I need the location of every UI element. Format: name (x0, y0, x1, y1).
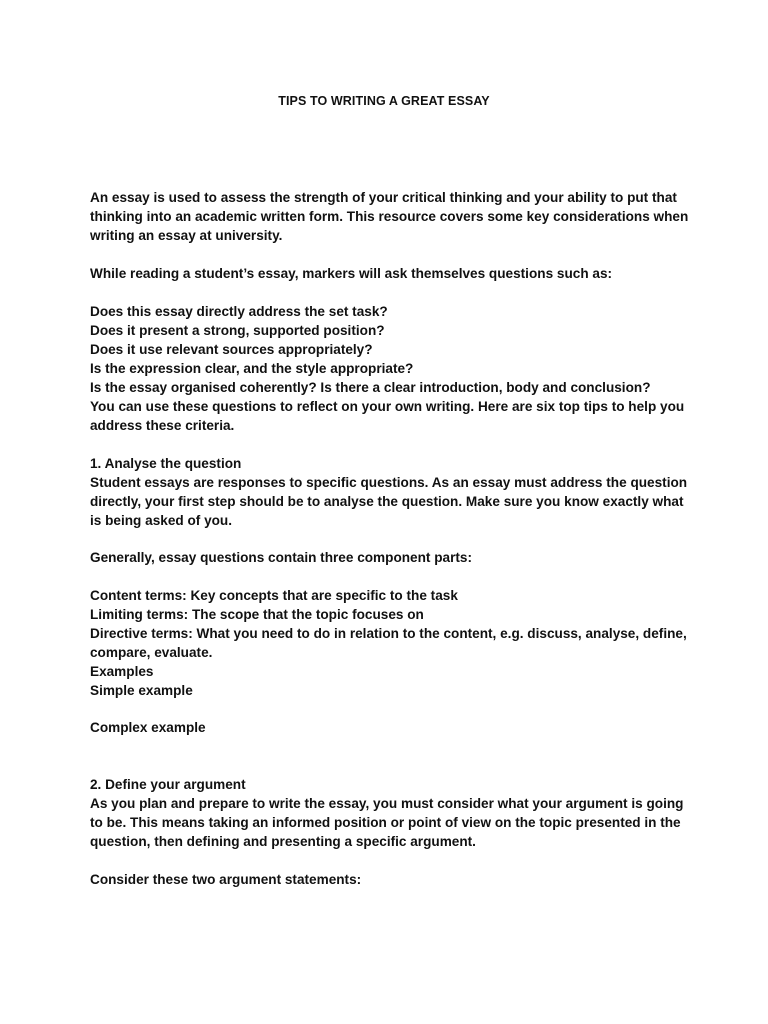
directive-terms-line-1: Directive terms: What you need to do in relation to the content, e.g. discuss, analyse, define, (90, 626, 687, 641)
question-line-5: Is the essay organised coherently? Is there a clear introduction, body and conclusion? (90, 380, 651, 395)
section-2-heading: 2. Define your argument (90, 777, 246, 792)
components-intro-line: Generally, essay questions contain three component parts: (90, 550, 472, 565)
section-2-line-3: question, then defining and presenting a specific argument. (90, 834, 476, 849)
directive-terms-line-2: compare, evaluate. (90, 645, 213, 660)
section-1-heading: 1. Analyse the question (90, 456, 242, 471)
simple-example-line: Simple example (90, 683, 193, 698)
question-line-2: Does it present a strong, supported position? (90, 323, 385, 338)
section-1-line-1: Student essays are responses to specific questions. As an essay must address the question (90, 475, 688, 490)
document-title: TIPS TO WRITING A GREAT ESSAY (278, 94, 490, 108)
section-2-line-2: to be. This means taking an informed position or point of view on the topic presented in the (90, 815, 681, 830)
reflect-line-1: You can use these questions to reflect on your own writing. Here are six top tips to help you (90, 399, 685, 414)
intro-line-1: An essay is used to assess the strength of your critical thinking and your ability to put that (90, 190, 677, 205)
complex-example-line: Complex example (90, 720, 206, 735)
section-2-line-1: As you plan and prepare to write the essay, you must consider what your argument is going (90, 796, 684, 811)
content-terms-line: Content terms: Key concepts that are specific to the task (90, 588, 458, 603)
limiting-terms-line: Limiting terms: The scope that the topic focuses on (90, 607, 424, 622)
intro-line-2: thinking into an academic written form. This resource covers some key considerations when (90, 209, 689, 224)
question-line-3: Does it use relevant sources appropriately? (90, 342, 373, 357)
argument-statements-line: Consider these two argument statements: (90, 872, 362, 887)
section-1-line-2: directly, your first step should be to analyse the question. Make sure you know exactly what (90, 494, 684, 509)
markers-intro-line: While reading a student’s essay, markers will ask themselves questions such as: (90, 266, 613, 281)
examples-heading: Examples (90, 664, 154, 679)
question-line-4: Is the expression clear, and the style appropriate? (90, 361, 414, 376)
reflect-line-2: address these criteria. (90, 418, 235, 433)
intro-line-3: writing an essay at university. (90, 228, 283, 243)
question-line-1: Does this essay directly address the set task? (90, 304, 388, 319)
section-1-line-3: is being asked of you. (90, 513, 233, 528)
